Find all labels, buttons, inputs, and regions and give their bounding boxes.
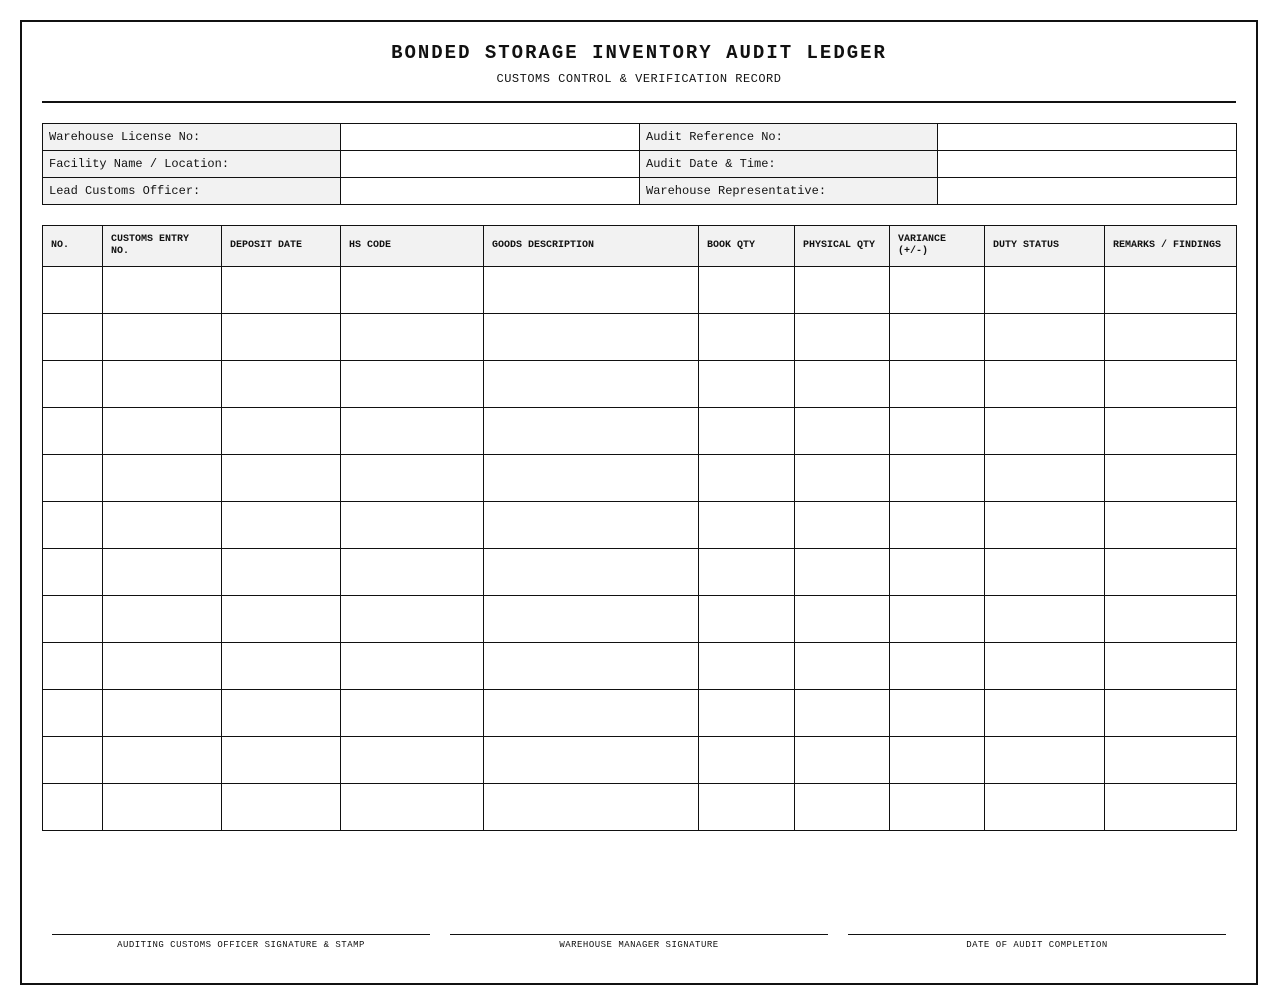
ledger-row [43,784,1237,831]
ledger-cell-hs-code[interactable] [341,267,484,314]
ledger-cell-duty-status[interactable] [985,267,1105,314]
ledger-cell-hs-code[interactable] [341,596,484,643]
ledger-row [43,455,1237,502]
ledger-cell-hs-code[interactable] [341,502,484,549]
col-header-deposit-date: DEPOSIT DATE [222,226,341,267]
ledger-cell-book-qty[interactable] [699,361,795,408]
ledger-cell-goods-description[interactable] [484,549,699,596]
ledger-cell-no[interactable] [43,361,103,408]
ledger-cell-customs-entry-no[interactable] [103,502,222,549]
ledger-cell-customs-entry-no[interactable] [103,314,222,361]
ledger-cell-remarks[interactable] [1105,361,1237,408]
ledger-cell-remarks[interactable] [1105,455,1237,502]
ledger-row [43,549,1237,596]
ledger-cell-deposit-date[interactable] [222,314,341,361]
ledger-cell-customs-entry-no[interactable] [103,643,222,690]
ledger-cell-physical-qty[interactable] [795,314,890,361]
ledger-cell-duty-status[interactable] [985,361,1105,408]
ledger-cell-book-qty[interactable] [699,549,795,596]
col-header-physical-qty: PHYSICAL QTY [795,226,890,267]
ledger-cell-book-qty[interactable] [699,267,795,314]
audit-date-field[interactable] [938,151,1237,178]
ledger-cell-no[interactable] [43,267,103,314]
ledger-cell-goods-description[interactable] [484,502,699,549]
col-header-hs-code: HS CODE [341,226,484,267]
ledger-cell-variance[interactable] [890,784,985,831]
ledger-cell-book-qty[interactable] [699,455,795,502]
ledger-cell-goods-description[interactable] [484,408,699,455]
audit-reference-field[interactable] [938,124,1237,151]
ledger-cell-physical-qty[interactable] [795,549,890,596]
warehouse-license-field[interactable] [341,124,640,151]
inventory-ledger-table [42,225,1237,831]
ledger-cell-no[interactable] [43,549,103,596]
info-row [43,178,1237,205]
col-header-variance: VARIANCE (+/-) [890,226,985,267]
ledger-cell-duty-status[interactable] [985,737,1105,784]
ledger-cell-physical-qty[interactable] [795,267,890,314]
ledger-cell-deposit-date[interactable] [222,267,341,314]
ledger-cell-deposit-date[interactable] [222,643,341,690]
ledger-cell-deposit-date[interactable] [222,455,341,502]
ledger-cell-customs-entry-no[interactable] [103,596,222,643]
ledger-row [43,502,1237,549]
ledger-body [43,267,1237,831]
ledger-cell-variance[interactable] [890,455,985,502]
lead-officer-label: Lead Customs Officer: [43,178,341,205]
ledger-cell-remarks[interactable] [1105,690,1237,737]
ledger-cell-physical-qty[interactable] [795,643,890,690]
col-header-no: NO. [43,226,103,267]
ledger-cell-hs-code[interactable] [341,455,484,502]
ledger-cell-customs-entry-no[interactable] [103,690,222,737]
col-header-remarks: REMARKS / FINDINGS [1105,226,1237,267]
ledger-cell-variance[interactable] [890,267,985,314]
ledger-cell-remarks[interactable] [1105,267,1237,314]
ledger-cell-customs-entry-no[interactable] [103,549,222,596]
ledger-cell-hs-code[interactable] [341,408,484,455]
ledger-cell-hs-code[interactable] [341,784,484,831]
ledger-cell-hs-code[interactable] [341,361,484,408]
ledger-cell-goods-description[interactable] [484,690,699,737]
ledger-cell-duty-status[interactable] [985,455,1105,502]
ledger-cell-duty-status[interactable] [985,314,1105,361]
ledger-cell-book-qty[interactable] [699,643,795,690]
warehouse-rep-field[interactable] [938,178,1237,205]
ledger-cell-book-qty[interactable] [699,690,795,737]
ledger-row [43,690,1237,737]
ledger-cell-deposit-date[interactable] [222,690,341,737]
ledger-cell-duty-status[interactable] [985,784,1105,831]
ledger-cell-variance[interactable] [890,737,985,784]
ledger-cell-goods-description[interactable] [484,784,699,831]
ledger-cell-remarks[interactable] [1105,502,1237,549]
ledger-cell-no[interactable] [43,455,103,502]
ledger-cell-remarks[interactable] [1105,596,1237,643]
completion-date-line: DATE OF AUDIT COMPLETION [848,934,1226,950]
col-header-goods-description: GOODS DESCRIPTION [484,226,699,267]
ledger-cell-physical-qty[interactable] [795,502,890,549]
ledger-cell-book-qty[interactable] [699,784,795,831]
audit-info-table [42,123,1237,205]
ledger-cell-no[interactable] [43,737,103,784]
ledger-cell-customs-entry-no[interactable] [103,784,222,831]
ledger-row [43,596,1237,643]
ledger-cell-physical-qty[interactable] [795,596,890,643]
col-header-customs-entry-no: CUSTOMS ENTRY NO. [103,226,222,267]
ledger-cell-customs-entry-no[interactable] [103,455,222,502]
ledger-cell-variance[interactable] [890,502,985,549]
ledger-cell-duty-status[interactable] [985,502,1105,549]
ledger-cell-remarks[interactable] [1105,314,1237,361]
ledger-row [43,267,1237,314]
ledger-row [43,361,1237,408]
audit-ledger-sheet [20,20,1258,985]
ledger-cell-remarks[interactable] [1105,643,1237,690]
info-row [43,124,1237,151]
ledger-cell-variance[interactable] [890,549,985,596]
ledger-cell-physical-qty[interactable] [795,690,890,737]
header-divider [42,101,1236,103]
audit-date-label: Audit Date & Time: [640,151,938,178]
warehouse-license-label: Warehouse License No: [43,124,341,151]
ledger-cell-variance[interactable] [890,643,985,690]
ledger-cell-physical-qty[interactable] [795,455,890,502]
ledger-row [43,737,1237,784]
ledger-row [43,408,1237,455]
ledger-cell-physical-qty[interactable] [795,408,890,455]
audit-reference-label: Audit Reference No: [640,124,938,151]
ledger-row [43,314,1237,361]
ledger-header-row [43,226,1237,267]
info-row [43,151,1237,178]
ledger-cell-no[interactable] [43,784,103,831]
ledger-cell-customs-entry-no[interactable] [103,361,222,408]
ledger-cell-goods-description[interactable] [484,596,699,643]
facility-name-label: Facility Name / Location: [43,151,341,178]
manager-signature-line: WAREHOUSE MANAGER SIGNATURE [450,934,828,950]
ledger-cell-variance[interactable] [890,596,985,643]
ledger-cell-hs-code[interactable] [341,690,484,737]
lead-officer-field[interactable] [341,178,640,205]
ledger-cell-remarks[interactable] [1105,784,1237,831]
document-title: BONDED STORAGE INVENTORY AUDIT LEDGER [391,42,887,64]
ledger-cell-variance[interactable] [890,314,985,361]
ledger-cell-variance[interactable] [890,408,985,455]
officer-signature-line: AUDITING CUSTOMS OFFICER SIGNATURE & STAMP [52,934,430,950]
facility-name-field[interactable] [341,151,640,178]
ledger-cell-no[interactable] [43,596,103,643]
ledger-cell-remarks[interactable] [1105,408,1237,455]
ledger-cell-variance[interactable] [890,690,985,737]
ledger-row [43,643,1237,690]
ledger-cell-customs-entry-no[interactable] [103,267,222,314]
ledger-cell-variance[interactable] [890,361,985,408]
ledger-cell-goods-description[interactable] [484,267,699,314]
ledger-cell-deposit-date[interactable] [222,549,341,596]
ledger-cell-hs-code[interactable] [341,549,484,596]
ledger-cell-hs-code[interactable] [341,737,484,784]
ledger-cell-deposit-date[interactable] [222,361,341,408]
col-header-duty-status: DUTY STATUS [985,226,1105,267]
ledger-cell-goods-description[interactable] [484,314,699,361]
document-subtitle: CUSTOMS CONTROL & VERIFICATION RECORD [496,72,782,86]
ledger-cell-goods-description[interactable] [484,361,699,408]
ledger-cell-duty-status[interactable] [985,643,1105,690]
ledger-cell-deposit-date[interactable] [222,737,341,784]
ledger-cell-book-qty[interactable] [699,502,795,549]
ledger-cell-customs-entry-no[interactable] [103,408,222,455]
ledger-cell-remarks[interactable] [1105,549,1237,596]
ledger-cell-no[interactable] [43,643,103,690]
ledger-cell-physical-qty[interactable] [795,784,890,831]
ledger-cell-no[interactable] [43,408,103,455]
ledger-cell-physical-qty[interactable] [795,737,890,784]
ledger-cell-deposit-date[interactable] [222,784,341,831]
ledger-cell-hs-code[interactable] [341,314,484,361]
ledger-cell-goods-description[interactable] [484,643,699,690]
ledger-cell-duty-status[interactable] [985,596,1105,643]
ledger-cell-customs-entry-no[interactable] [103,737,222,784]
col-header-book-qty: BOOK QTY [699,226,795,267]
ledger-cell-book-qty[interactable] [699,408,795,455]
ledger-cell-no[interactable] [43,314,103,361]
ledger-cell-book-qty[interactable] [699,737,795,784]
ledger-cell-physical-qty[interactable] [795,361,890,408]
warehouse-rep-label: Warehouse Representative: [640,178,938,205]
ledger-cell-hs-code[interactable] [341,643,484,690]
ledger-cell-book-qty[interactable] [699,596,795,643]
ledger-cell-remarks[interactable] [1105,737,1237,784]
ledger-cell-no[interactable] [43,690,103,737]
ledger-cell-goods-description[interactable] [484,455,699,502]
ledger-cell-duty-status[interactable] [985,549,1105,596]
ledger-cell-deposit-date[interactable] [222,502,341,549]
ledger-cell-duty-status[interactable] [985,408,1105,455]
ledger-cell-no[interactable] [43,502,103,549]
ledger-cell-book-qty[interactable] [699,314,795,361]
ledger-cell-deposit-date[interactable] [222,596,341,643]
ledger-cell-goods-description[interactable] [484,737,699,784]
ledger-cell-duty-status[interactable] [985,690,1105,737]
ledger-cell-deposit-date[interactable] [222,408,341,455]
